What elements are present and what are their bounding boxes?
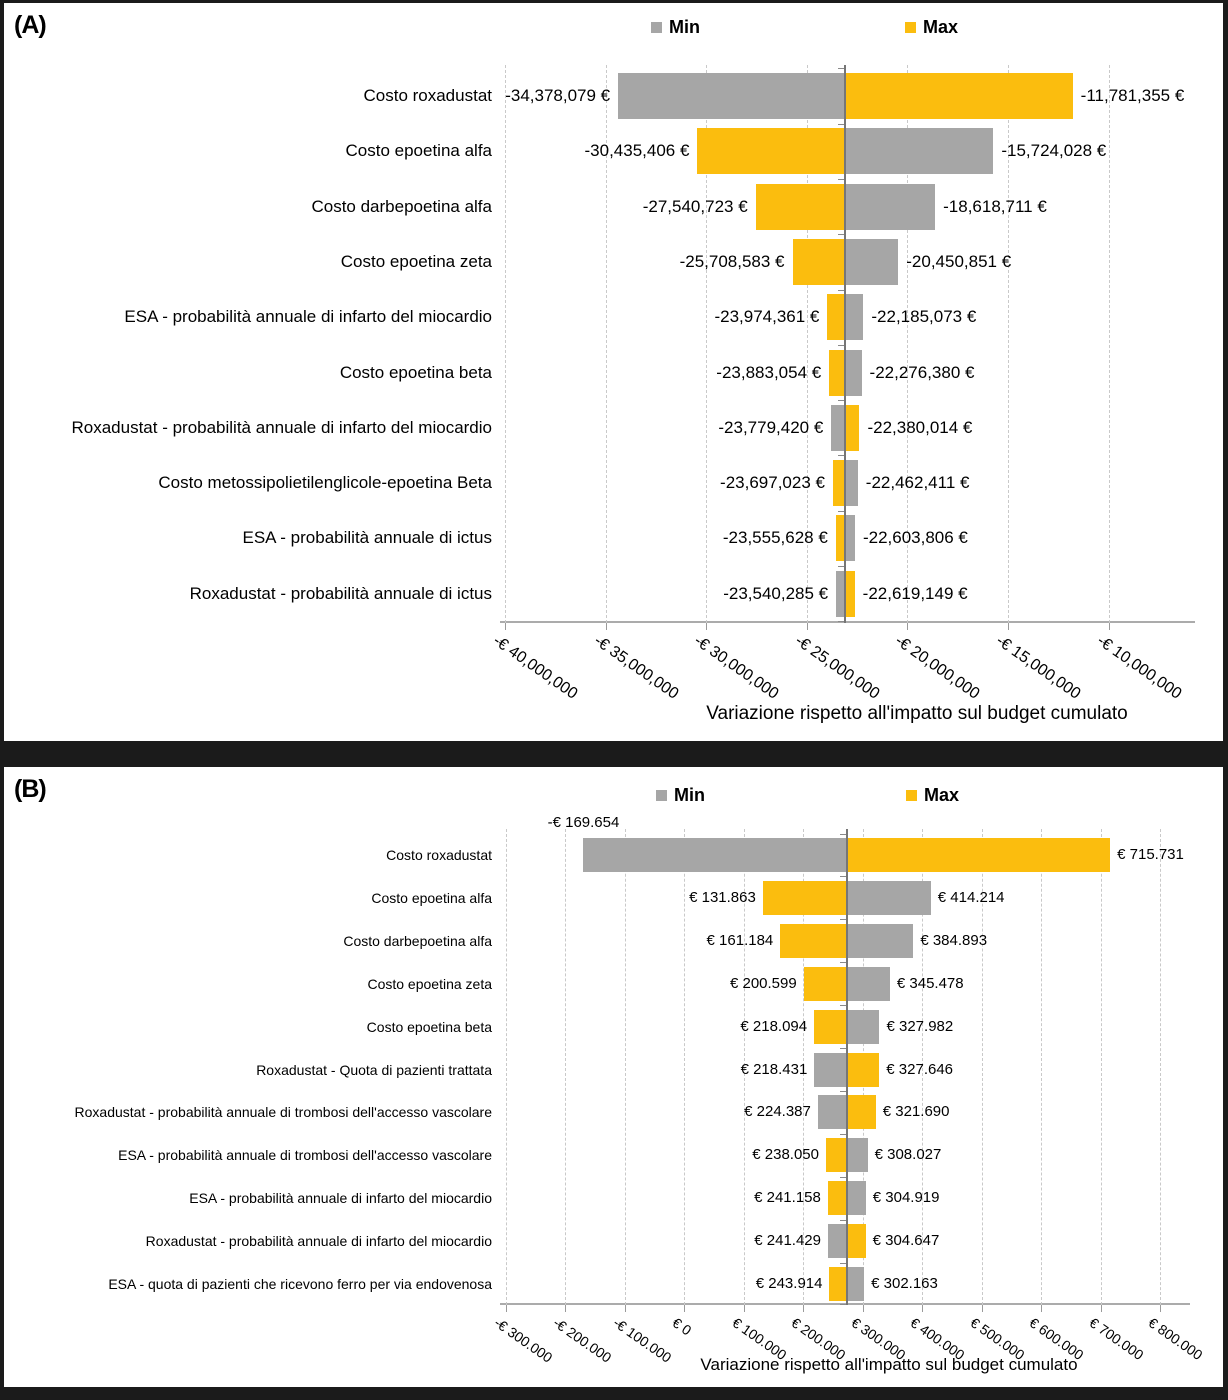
category-axis bbox=[4, 767, 492, 1387]
value-label-min: -22,603,806 € bbox=[862, 528, 968, 548]
value-label-max: -27,540,723 € bbox=[642, 196, 748, 216]
baseline-tick bbox=[840, 1005, 846, 1006]
legend-min-swatch-icon bbox=[656, 790, 667, 801]
value-label-min: -18,618,711 € bbox=[943, 196, 1047, 216]
value-label-max: € 238.050 bbox=[752, 1146, 819, 1164]
value-label-max: € 304.647 bbox=[872, 1232, 940, 1250]
bar-min bbox=[845, 350, 861, 396]
baseline-tick bbox=[838, 455, 844, 456]
baseline-tick bbox=[840, 834, 846, 835]
category-label: Roxadustat - Quota di pazienti trattata bbox=[256, 1061, 492, 1078]
category-label: Costo epoetina alfa bbox=[371, 889, 492, 906]
value-label-max: -11,781,355 € bbox=[1080, 86, 1185, 105]
value-label-max: € 161.184 bbox=[706, 931, 774, 949]
legend-item-min bbox=[656, 785, 705, 806]
bar-max bbox=[847, 838, 1110, 872]
baseline-tick bbox=[838, 179, 844, 180]
axis-tick-label: € 600.000 bbox=[1026, 1314, 1087, 1364]
axis-tick-label: -€ 25,000,000 bbox=[791, 632, 883, 703]
category-label: Costo epoetina alfa bbox=[345, 141, 492, 161]
value-label-min: € 304.919 bbox=[872, 1189, 940, 1207]
gridline bbox=[1160, 829, 1161, 1305]
axis-tick bbox=[982, 1305, 983, 1312]
category-label: Roxadustat - probabilità annuale di infarto del miocardio bbox=[71, 417, 492, 437]
bar-max bbox=[814, 1010, 847, 1044]
axis-tick-label: € 800.000 bbox=[1145, 1314, 1206, 1364]
bar-min bbox=[845, 184, 935, 230]
bar-max bbox=[697, 128, 845, 174]
value-label-min: € 218.431 bbox=[740, 1060, 808, 1078]
baseline-tick bbox=[838, 511, 844, 512]
value-label-max: -23,883,054 € bbox=[716, 362, 822, 382]
baseline-tick bbox=[838, 234, 844, 235]
axis-tick-label: € 700.000 bbox=[1086, 1314, 1147, 1364]
bar-max bbox=[828, 1181, 847, 1215]
category-label: ESA - probabilità annuale di trombosi dell'accesso vascolare bbox=[118, 1147, 492, 1164]
bar-min bbox=[847, 967, 890, 1001]
value-label-min: € 345.478 bbox=[896, 974, 964, 992]
legend-min-label: Min bbox=[674, 785, 705, 805]
axis-tick-label: -€ 300.000 bbox=[491, 1314, 556, 1366]
category-label: Roxadustat - probabilità annuale di ictus bbox=[189, 583, 492, 603]
bar-min bbox=[847, 924, 914, 958]
category-label: Costo epoetina zeta bbox=[367, 975, 492, 992]
category-label: Costo metossipolietilenglicole-epoetina Beta bbox=[158, 473, 492, 493]
bar-min bbox=[845, 128, 993, 174]
axis-tick-label: € 500.000 bbox=[967, 1314, 1028, 1364]
value-label-max: -23,974,361 € bbox=[714, 307, 820, 327]
axis-tick bbox=[625, 1305, 626, 1312]
value-label-max: -23,697,023 € bbox=[720, 473, 825, 493]
axis-tick bbox=[1008, 623, 1009, 630]
value-label-min: -22,276,380 € bbox=[869, 362, 975, 382]
gridline bbox=[506, 829, 507, 1305]
bar-min bbox=[845, 239, 898, 285]
bar-max bbox=[829, 1267, 846, 1301]
axis-tick-label: -€ 200.000 bbox=[550, 1314, 615, 1366]
bar-min bbox=[618, 73, 845, 119]
category-label: Roxadustat - probabilità annuale di trombosi dell'accesso vascolare bbox=[74, 1104, 492, 1121]
bar-min bbox=[831, 405, 845, 451]
bar-max bbox=[804, 967, 847, 1001]
value-label-min: € 414.214 bbox=[937, 888, 1005, 906]
value-label-max: € 327.646 bbox=[886, 1060, 954, 1078]
bar-max bbox=[827, 294, 845, 340]
category-label: ESA - quota di pazienti che ricevono ferro per via endovenosa bbox=[108, 1276, 492, 1292]
plot-area bbox=[500, 65, 1195, 623]
baseline-tick bbox=[838, 345, 844, 346]
axis-tick-label: € 100.000 bbox=[729, 1314, 790, 1364]
value-label-min: € 302.163 bbox=[871, 1275, 938, 1292]
category-label: ESA - probabilità annuale di ictus bbox=[242, 528, 492, 548]
bar-min bbox=[814, 1053, 846, 1087]
axis-tick bbox=[684, 1305, 685, 1312]
legend-min-label: Min bbox=[669, 17, 700, 37]
value-label-min: -22,185,073 € bbox=[871, 307, 977, 327]
plot-area bbox=[500, 814, 1190, 1305]
axis-tick-label: -€ 20,000,000 bbox=[892, 632, 983, 703]
baseline-tick bbox=[840, 1304, 846, 1305]
bar-max bbox=[845, 73, 1072, 119]
baseline-tick bbox=[838, 621, 844, 622]
legend-item-min bbox=[651, 17, 700, 38]
axis-tick bbox=[807, 623, 808, 630]
baseline-tick bbox=[840, 1263, 846, 1264]
bar-max bbox=[847, 1095, 876, 1129]
category-label: Costo epoetina zeta bbox=[340, 251, 492, 271]
axis-tick bbox=[907, 623, 908, 630]
value-label-max: -30,435,406 € bbox=[584, 141, 690, 161]
axis-tick bbox=[1109, 623, 1110, 630]
bar-min bbox=[847, 1267, 864, 1301]
bar-max bbox=[763, 881, 847, 915]
axis-tick bbox=[922, 1305, 923, 1312]
x-axis-title: Variazione rispetto all'impatto sul budget cumulato bbox=[700, 1355, 1078, 1374]
axis-tick-label: -€ 10,000,000 bbox=[1093, 632, 1184, 703]
axis-tick bbox=[706, 623, 707, 630]
category-label: ESA - probabilità annuale di infarto del miocardio bbox=[189, 1190, 492, 1207]
baseline-tick bbox=[840, 876, 846, 877]
value-label-max: -22,619,149 € bbox=[862, 583, 968, 603]
legend-max-swatch-icon bbox=[906, 790, 917, 801]
value-label-min: € 327.982 bbox=[886, 1017, 954, 1035]
axis-tick bbox=[803, 1305, 804, 1312]
axis-tick-label: -€ 40,000,000 bbox=[489, 632, 581, 703]
legend-item-max bbox=[905, 17, 958, 38]
panel-A bbox=[4, 3, 1223, 741]
bar-max bbox=[826, 1138, 847, 1172]
baseline-tick bbox=[840, 1220, 846, 1221]
bar-min bbox=[828, 1224, 847, 1258]
category-label: Roxadustat - probabilità annuale di infarto del miocardio bbox=[145, 1233, 492, 1250]
axis-tick bbox=[606, 623, 607, 630]
value-label-max: € 243.914 bbox=[755, 1275, 823, 1292]
value-label-min: € 384.893 bbox=[920, 931, 988, 949]
value-label-min: € 308.027 bbox=[874, 1146, 942, 1164]
baseline bbox=[844, 65, 846, 623]
value-label-max: € 241.158 bbox=[754, 1189, 821, 1207]
panel-label-A: (A) bbox=[14, 11, 46, 39]
value-label-max: € 321.690 bbox=[882, 1103, 950, 1121]
category-label: Costo epoetina beta bbox=[366, 1018, 492, 1035]
axis-tick-label: € 300.000 bbox=[848, 1314, 909, 1364]
category-label: Costo roxadustat bbox=[386, 847, 492, 863]
x-axis-title: Variazione rispetto all'impatto sul budget cumulato bbox=[706, 703, 1128, 724]
axis-tick bbox=[505, 623, 506, 630]
bar-min bbox=[845, 294, 863, 340]
value-label-max: -25,708,583 € bbox=[679, 251, 785, 271]
bar-min bbox=[847, 881, 931, 915]
panel-B bbox=[4, 767, 1223, 1387]
value-label-min: -20,450,851 € bbox=[906, 251, 1012, 271]
panel-label-B: (B) bbox=[14, 775, 46, 803]
bar-max bbox=[847, 1224, 866, 1258]
value-label-max: € 131.863 bbox=[689, 888, 756, 906]
baseline-tick bbox=[840, 919, 846, 920]
axis-tick-label: € 200.000 bbox=[788, 1314, 849, 1364]
legend-item-max bbox=[906, 785, 959, 806]
bar-min bbox=[847, 1138, 868, 1172]
bar-min bbox=[847, 1181, 866, 1215]
baseline-tick bbox=[838, 68, 844, 69]
bar-min bbox=[845, 515, 855, 561]
axis-tick bbox=[1101, 1305, 1102, 1312]
value-label-min: -23,540,285 € bbox=[723, 583, 829, 603]
bar-max bbox=[793, 239, 846, 285]
legend-max-swatch-icon bbox=[905, 22, 916, 33]
bar-max bbox=[780, 924, 847, 958]
bar-min bbox=[845, 460, 857, 506]
axis-tick-label: -€ 30,000,000 bbox=[690, 632, 782, 703]
value-label-max: € 715.731 bbox=[1117, 846, 1184, 863]
baseline-tick bbox=[838, 566, 844, 567]
baseline-tick bbox=[838, 290, 844, 291]
category-label: Costo roxadustat bbox=[363, 86, 492, 105]
legend-max-label: Max bbox=[924, 785, 960, 805]
bar-max bbox=[756, 184, 846, 230]
bar-max bbox=[845, 571, 854, 617]
legend-max-label: Max bbox=[923, 17, 959, 37]
axis-tick bbox=[744, 1305, 745, 1312]
axis-tick-label: € 400.000 bbox=[907, 1314, 968, 1364]
bar-min bbox=[818, 1095, 847, 1129]
axis-tick bbox=[863, 1305, 864, 1312]
axis-tick-label: -€ 100.000 bbox=[610, 1314, 675, 1366]
value-label-max: -22,380,014 € bbox=[867, 417, 973, 437]
baseline-tick bbox=[840, 1177, 846, 1178]
legend-min-swatch-icon bbox=[651, 22, 662, 33]
baseline bbox=[846, 829, 848, 1305]
bar-max bbox=[845, 405, 859, 451]
value-label-min: -23,779,420 € bbox=[718, 417, 824, 437]
bar-max bbox=[829, 350, 845, 396]
category-label: Costo darbepoetina alfa bbox=[311, 196, 492, 216]
category-label: Costo darbepoetina alfa bbox=[343, 932, 492, 949]
value-label-min: -€ 169.654 bbox=[547, 814, 620, 831]
bar-min bbox=[583, 838, 846, 872]
baseline-tick bbox=[838, 124, 844, 125]
value-label-max: -23,555,628 € bbox=[722, 528, 828, 548]
value-label-min: € 241.429 bbox=[754, 1232, 821, 1250]
baseline-tick bbox=[840, 1048, 846, 1049]
axis-tick bbox=[506, 1305, 507, 1312]
bar-min bbox=[847, 1010, 880, 1044]
baseline-tick bbox=[840, 1091, 846, 1092]
axis-tick-label: -€ 15,000,000 bbox=[992, 632, 1084, 703]
value-label-min: -15,724,028 € bbox=[1001, 141, 1107, 161]
axis-tick bbox=[1041, 1305, 1042, 1312]
value-label-max: € 200.599 bbox=[729, 974, 797, 992]
axis-tick-label: € 0 bbox=[669, 1314, 695, 1339]
axis-tick bbox=[565, 1305, 566, 1312]
axis-tick bbox=[1160, 1305, 1161, 1312]
baseline-tick bbox=[838, 400, 844, 401]
value-label-min: -34,378,079 € bbox=[505, 86, 611, 105]
baseline-tick bbox=[840, 962, 846, 963]
baseline-tick bbox=[840, 1134, 846, 1135]
category-label: Costo epoetina beta bbox=[339, 362, 492, 382]
value-label-max: € 218.094 bbox=[740, 1017, 808, 1035]
value-label-min: -22,462,411 € bbox=[865, 473, 970, 493]
bar-max bbox=[847, 1053, 879, 1087]
axis-tick-label: -€ 35,000,000 bbox=[590, 632, 682, 703]
category-label: ESA - probabilità annuale di infarto del miocardio bbox=[124, 307, 492, 327]
value-label-min: € 224.387 bbox=[744, 1103, 811, 1121]
